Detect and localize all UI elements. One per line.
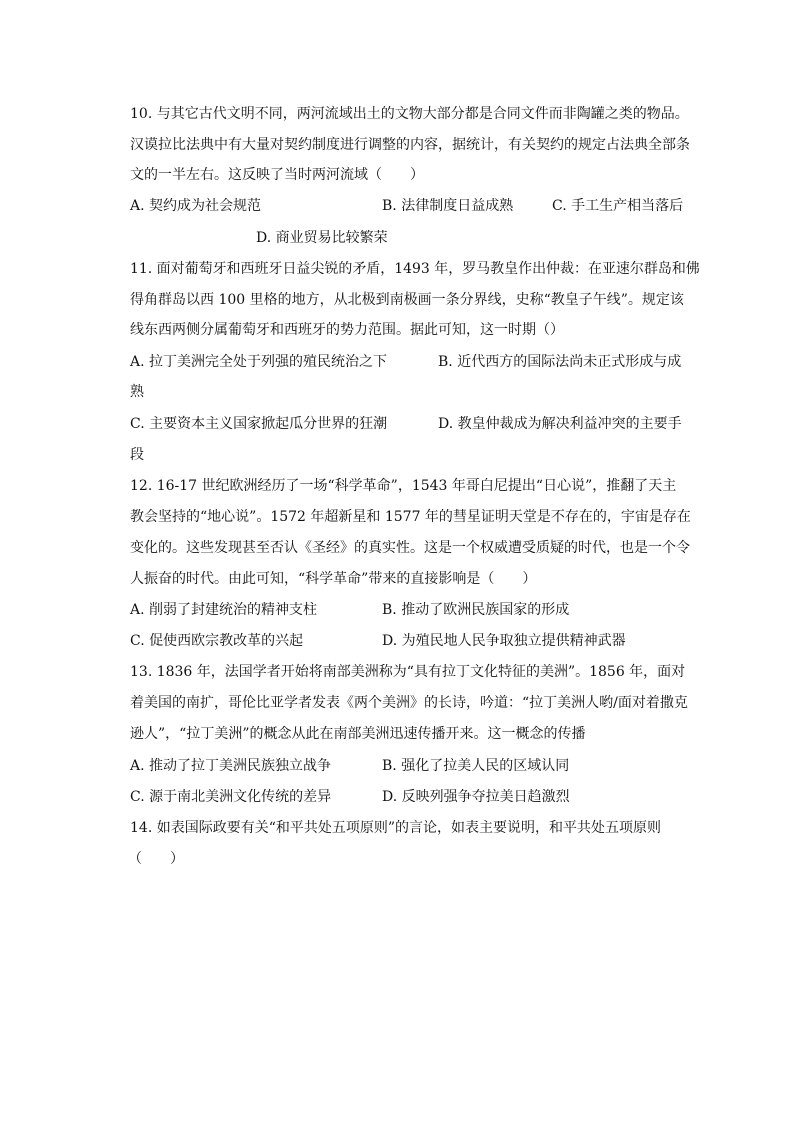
q10-line-2: 汉谟拉比法典中有大量对契约制度进行调整的内容，据统计，有关契约的规定占法典全部条 <box>130 137 690 153</box>
q12-option-c[interactable]: C. 促使西欧宗教改革的兴起 <box>130 633 304 649</box>
q11-option-d-wrap: 段 <box>130 447 144 463</box>
q14-line-2: （ ） <box>128 851 184 867</box>
q13-option-b[interactable]: B. 强化了拉美人民的区域认同 <box>382 758 570 774</box>
q13-line-1: 13. 1836 年，法国学者开始将南部美洲称为“具有拉丁文化特征的美洲”。1856 年，面对 <box>130 664 686 680</box>
q12-line-1: 12. 16-17 世纪欧洲经历了一场“科学革命”，1543 年哥白尼提出“日心说”，推翻了天主 <box>130 478 677 494</box>
q11-line-2: 得角群岛以西 100 里格的地方，从北极到南极画一条分界线，史称“教皇子午线”。规定该 <box>130 292 684 308</box>
q11-option-c[interactable]: C. 主要资本主义国家掀起瓜分世界的狂潮 <box>130 416 388 432</box>
q13-line-3: 逊人”，“拉丁美洲”的概念从此在南部美洲迅速传播开来。这一概念的传播 <box>130 726 586 742</box>
q12-line-2: 教会坚持的“地心说”。1572 年超新星和 1577 年的彗星证明天堂是不存在的，宇宙是存在 <box>130 509 691 525</box>
q11-option-a[interactable]: A. 拉丁美洲完全处于列强的殖民统治之下 <box>130 354 388 370</box>
q11-option-b[interactable]: B. 近代西方的国际法尚未正式形成与成 <box>438 354 682 370</box>
q10-option-d[interactable]: D. 商业贸易比较繁荣 <box>256 230 388 246</box>
q14-line-1: 14. 如表国际政要有关“和平共处五项原则”的言论，如表主要说明，和平共处五项原则 <box>130 820 662 836</box>
q10-option-c[interactable]: C. 手工生产相当落后 <box>552 198 684 214</box>
q13-option-c[interactable]: C. 源于南北美洲文化传统的差异 <box>130 789 332 805</box>
q13-option-d[interactable]: D. 反映列强争夺拉美日趋激烈 <box>382 789 570 805</box>
q13-option-a[interactable]: A. 推动了拉丁美洲民族独立战争 <box>130 758 332 774</box>
q12-option-b[interactable]: B. 推动了欧洲民族国家的形成 <box>382 602 570 618</box>
q10-option-a[interactable]: A. 契约成为社会规范 <box>130 198 262 214</box>
q10-line-3: 文的一半左右。这反映了当时两河流域（ ） <box>130 167 424 183</box>
q12-option-d[interactable]: D. 为殖民地人民争取独立提供精神武器 <box>382 633 626 649</box>
q11-option-d[interactable]: D. 教皇仲裁成为解决利益冲突的主要手 <box>438 416 682 432</box>
q12-option-a[interactable]: A. 削弱了封建统治的精神支柱 <box>130 602 318 618</box>
q11-line-3: 线东西两侧分属葡萄牙和西班牙的势力范围。据此可知，这一时期（） <box>130 322 564 338</box>
q12-line-4: 人振奋的时代。由此可知，“科学革命”带来的直接影响是（ ） <box>130 571 537 587</box>
q11-line-1: 11. 面对葡萄牙和西班牙日益尖锐的矛盾，1493 年，罗马教皇作出仲裁：在亚速尔群岛和佛 <box>130 261 700 277</box>
q13-line-2: 着美国的南扩，哥伦比亚学者发表《两个美洲》的长诗，吟道：“拉丁美洲人哟/面对着撒克 <box>130 695 688 711</box>
q12-line-3: 变化的。这些发现甚至否认《圣经》的真实性。这是一个权威遭受质疑的时代，也是一个令 <box>130 540 690 556</box>
q10-option-b[interactable]: B. 法律制度日益成熟 <box>382 198 514 214</box>
q10-line-1: 10. 与其它古代文明不同，两河流域出土的文物大部分都是合同文件而非陶罐之类的物品。 <box>130 106 689 122</box>
q11-option-b-wrap: 熟 <box>130 384 144 400</box>
